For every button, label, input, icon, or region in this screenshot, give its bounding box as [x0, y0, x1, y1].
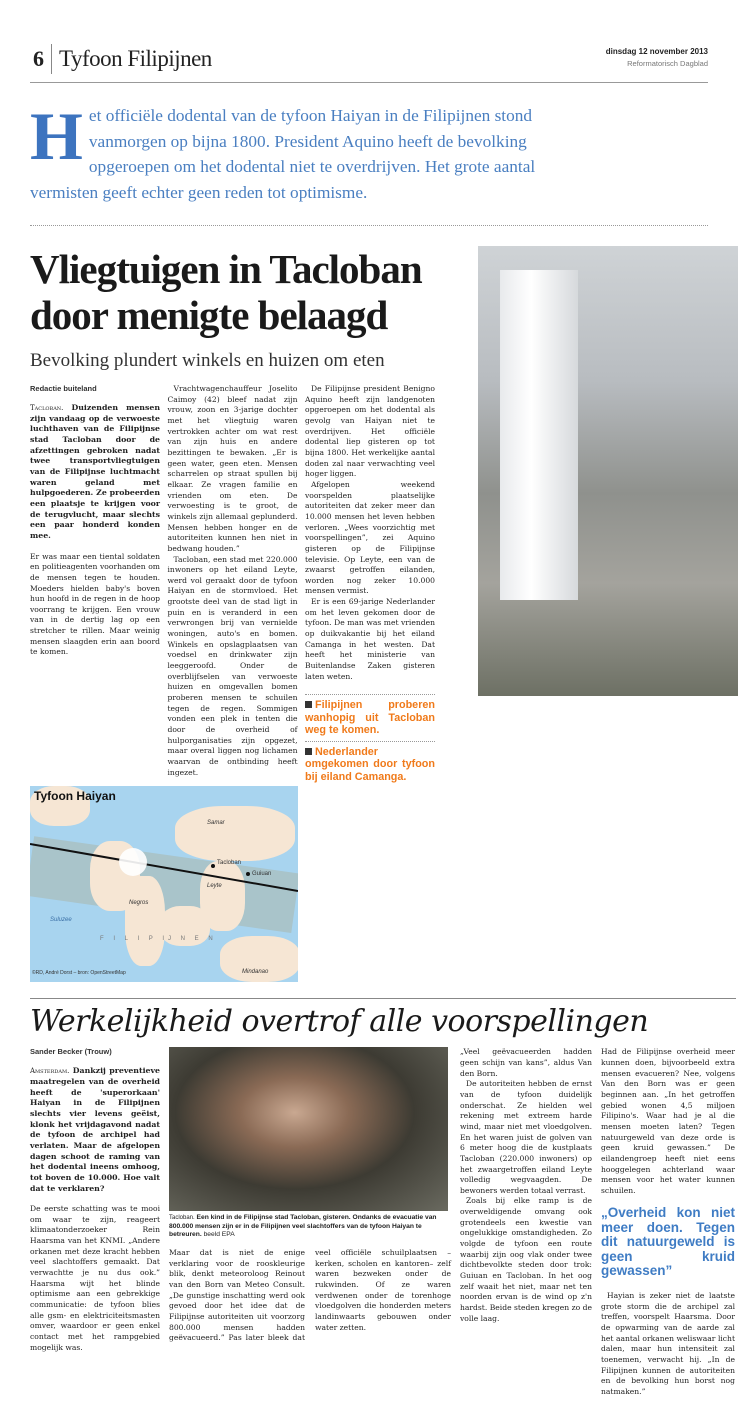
article1-p3: Tacloban, een stad met 220.000 inwoners op het eiland Leyte, werd vol geraakt door de tyfoon Haiyan en de stormvloed. Het grootste deel van de stad ligt in puin en is veranderd in een verwrongen brij van vernielde woningen, auto's en bomen. Winkels en opslagplaatsen van voedsel en drinkwater zijn leeggeroofd. Onder de overblijfselen van verwoeste huizen en omgevallen bomen proberen mensen te schuilen tegen de regen. Sommigen vonden een plek in tenten die door de overheid of hulporganisaties zijn opgezet, maar overal liggen nog lichamen waarvan de ontbinding heeft ingezet.	[167, 554, 298, 777]
article1-p6: Er is een 69-jarige Nederlander om het leven gekomen door de tyfoon. De man was met vrienden op duikvakantie bij het eiland Camanga in het westen. Dat heeft het ministerie van Buitenlandse Zaken gisteren laten weten.	[305, 597, 435, 681]
article2-photo-block	[169, 1047, 451, 1344]
article1-byline: Redactie buiteland	[30, 384, 97, 393]
callout-1: Filipijnen proberen wanhopig uit Tacloban weg te komen.	[305, 699, 435, 737]
map-label-negros: Negros	[129, 900, 149, 907]
section-rule	[30, 998, 736, 999]
page	[30, 0, 738, 1414]
article1-p2: Vrachtwagenchauffeur Joselito Caimoy (42) bleef nadat zijn vrouw, zoon en 3-jarige dochter met het vliegtuig waren vertrokken achter om wat rest van zijn huis en andere bezittingen te bewaken. „Er is geen water, geen eten. Mensen scharrelen op straat spullen bij elkaar. Ze vragen familie en vrienden om eten. De verwoesting is te groot, de winkels zijn allemaal geplunderd. Mensen hebben honger en de autoriteiten kunnen hen niet in bedwang houden.”	[167, 384, 298, 553]
article2-p7: Hayian is zeker niet de laatste grote storm die de archipel zal treffen, voorspelt Haarsma. Door de opwarming van de aarde zal het aantal orkanen weliswaar licht dalen, maar hun intensiteit zal toenemen, verwacht hij. „In de Filipijnen kunnen de autoriteiten en de bevolking hun borst nog natmaken.”	[601, 1290, 735, 1396]
map-label-leyte: Leyte	[207, 883, 222, 890]
article1-p5: Afgelopen weekend voorspelden plaatselijke autoriteiten dat zeker meer dan 10.000 mensen het leven hebben verloren. „Wees voorzichtig met voorspellingen”, zei Aquino gisteren op de Filipijnse televisie. Op Leyte, een van de zwaarst getroffen eilanden, worden nog zeker 10.000 mensen vermist.	[305, 479, 435, 596]
article2-col5	[601, 1047, 735, 1397]
map-label-suluzee: Suluzee	[50, 917, 72, 924]
divider-dotted	[30, 225, 708, 226]
article2	[30, 1047, 738, 1397]
typhoon-track-map	[30, 786, 298, 982]
article1-col3	[305, 384, 435, 982]
map-label-mindanao: Mindanao	[242, 969, 269, 976]
map-label-guiuan: Guiuan	[252, 871, 272, 878]
issue-date: dinsdag 12 november 2013	[605, 47, 708, 56]
article2-p3: „Veel geëvacueerden hadden geen schijn van kans”, aldus Van den Born.	[460, 1047, 592, 1078]
paper-name: Reformatorisch Dagblad	[627, 59, 708, 68]
article2-headline: Werkelijkheid overtrof alle voorspellingen	[30, 1004, 649, 1040]
intro-text: et officiële dodental van de tyfoon Haiyan in de Filipijnen stond vanmorgen op bijna 1800. President Aquino heeft de bevolking opgeroepen om het dodental niet te overdrijven. Het grote aantal vermisten geeft echter geen reden tot optimisme.	[30, 106, 536, 202]
article1-lead: Tacloban. Duizenden mensen zijn vandaag op de verwoeste luchthaven van de Filipijnse stad Tacloban door de afzettingen gebroken nadat twee transportvliegtuigen van de Filipijnse luchtmacht waren geland met hulpgoederen. Ze probeerden een plaatsje te krijgen voor de terugvlucht, maar slechts een paar honderd konden mee.	[30, 403, 160, 540]
article1-p4: De Filipijnse president Benigno Aquino heeft zijn landgenoten opgeroepen om het dodental als gevolg van Haiyan niet te overdrijven. Het officiële dodental liep gisteren op tot bijna 1800. Het werkelijke aantal doden zal naar verwachting veel hoger liggen.	[305, 384, 435, 479]
article1-headline: Vliegtuigen in Tacloban door menigte belaagd	[30, 246, 422, 338]
article1-subhead: Bevolking plundert winkels en huizen om eten	[30, 350, 385, 371]
header-rule	[30, 82, 708, 83]
section-title: Tyfoon Filipijnen	[59, 46, 212, 71]
map-label-samar: Samar	[207, 820, 225, 827]
article2-p5: Zoals bij elke ramp is de overweldigende omvang ook grotendeels een kwestie van ongelukkige omstandigheden. Zo volgde de tyfoon een route waarbij zijn oog vlak onder twee dichtbevolkte steden door trok: Guiuan en Tacloban. In het oog zelf waait het niet, maar net ten noorden ervan is de wind op z'n hardst. Beide steden kregen zo de volle laag.	[460, 1196, 592, 1323]
typhoon-track-line	[30, 786, 298, 982]
article2-col4	[460, 1047, 592, 1324]
map-title: Tyfoon Haiyan	[34, 789, 116, 804]
photo-caption: Tacloban. Een kind in de Filipijnse stad Tacloban, gisteren. Ondanks de evacuatie van 800.000 mensen zijn er in de Filipijnen veel slachtoffers van de tyfoon Haiyan te betreuren. beeld EPA	[169, 1214, 437, 1239]
article2-byline: Sander Becker (Trouw)	[30, 1047, 112, 1057]
header-divider	[51, 44, 52, 74]
article1-col2	[168, 384, 298, 778]
map-credit: ©RD, André Dorst – bron: OpenStreetMap	[32, 970, 126, 977]
intro-paragraph	[30, 98, 570, 205]
article2-p6: Had de Filipijnse overheid meer kunnen doen, bijvoorbeeld extra mensen evacueren? Nee, volgens Van den Born was er geen beginnen aan. „In het getroffen gebied wonen 4,5 miljoen Filipino's. Waar had je al die mensen moeten laten? Tegen natuurgeweld van deze orde is geen kruid gewassen.” De eilandengroep heeft niet eens hooggelegen achterland waar mensen voor het water kunnen schuilen.	[601, 1047, 735, 1195]
article1-p1: Er was maar een tiental soldaten en politieagenten voorhanden om de mensen tegen te houden. Moeders hielden baby's boven hun hoofd in de regen in de hoop voorrang te krijgen. Een vrouw van in de dertig lag op een stretcher te rillen. Maar weinig mensen slaagden erin aan boord te komen.	[30, 551, 160, 657]
article1-col1	[30, 384, 160, 778]
article2-p1: De eerste schatting was te mooi om waar te zijn, reageert klimaatonderzoeker Rein Haarsma van het KNMI. „Andere orkanen met deze kracht hebben veel slachtoffers gemaakt. Dat verwachtte je nu dus ook.” Haarsma wijt het blinde optimisme aan een gebrekkige communicatie: de tyfoon blies alle gsm- en elektriciteitsmasten omver, waardoor er geen enkel contact met het rampgebied mogelijk was.	[30, 1204, 160, 1352]
article1	[30, 246, 738, 982]
photo-tacloban-street	[478, 246, 738, 696]
article2-lead: Amsterdam. Dankzij preventieve maatregelen van de overheid heeft de 'superorkaan' Haiyan in de Filipijnen slechts vier levens geëist, klonk het vrijdagavond nadat de tyfoon de archipel had verlaten. Maar de afgelopen dagen schoot de raming van het dodental ineens omhoog, tot boven de 10.000. Hoe valt dat te verklaren?	[30, 1066, 160, 1193]
article2-p2: Maar dat is niet de enige verklaring voor de rooskleurige blik, denkt meteoroloog Reinout van den Born van Meteo Consult. „De gunstige inschatting werd ook gevoed door het idee dat de Filipijnse autoriteiten uit voorzorg 800.000 mensen hadden geëvacueerd.” Pas later bleek dat veel officiële schuilplaatsen –kerken, scholen en kantoren– zelf waren bezweken onder de rukwinden. Of ze waren verdwenen onder de torenhoge vloedgolven die honderden meters landinwaarts gebouwen onder water zetten.	[169, 1248, 451, 1343]
page-number: 6	[33, 46, 44, 71]
article2-p4: De autoriteiten hebben de ernst van de tyfoon duidelijk onderschat. Ze hielden wel rekening met extreem harde wind, maar niet met vloedgolven. En het waren juist de golven van 6 meter hoog die de kustplaats Tacloban (220.000 inwoners) op het zwaargetroffen eiland Leyte volledig wegvaagden. De bewoners werden totaal verrast.	[460, 1079, 592, 1195]
page-header	[30, 44, 708, 82]
map-label-country: F I L I P IJ N E N	[100, 936, 217, 943]
pull-quote: „Overheid kon niet meer doen. Tegen dit natuurgeweld is geen kruid gewassen”	[601, 1205, 735, 1279]
photo-child-tacloban	[169, 1047, 448, 1211]
drop-cap: H	[30, 98, 83, 174]
map-label-tacloban: Tacloban	[217, 860, 242, 867]
article2-col2-3	[169, 1248, 451, 1344]
callout-2: Nederlander omgekomen door tyfoon bij eiland Camanga.	[305, 745, 435, 783]
photo-pillar	[500, 270, 578, 600]
article2-col1	[30, 1047, 160, 1353]
